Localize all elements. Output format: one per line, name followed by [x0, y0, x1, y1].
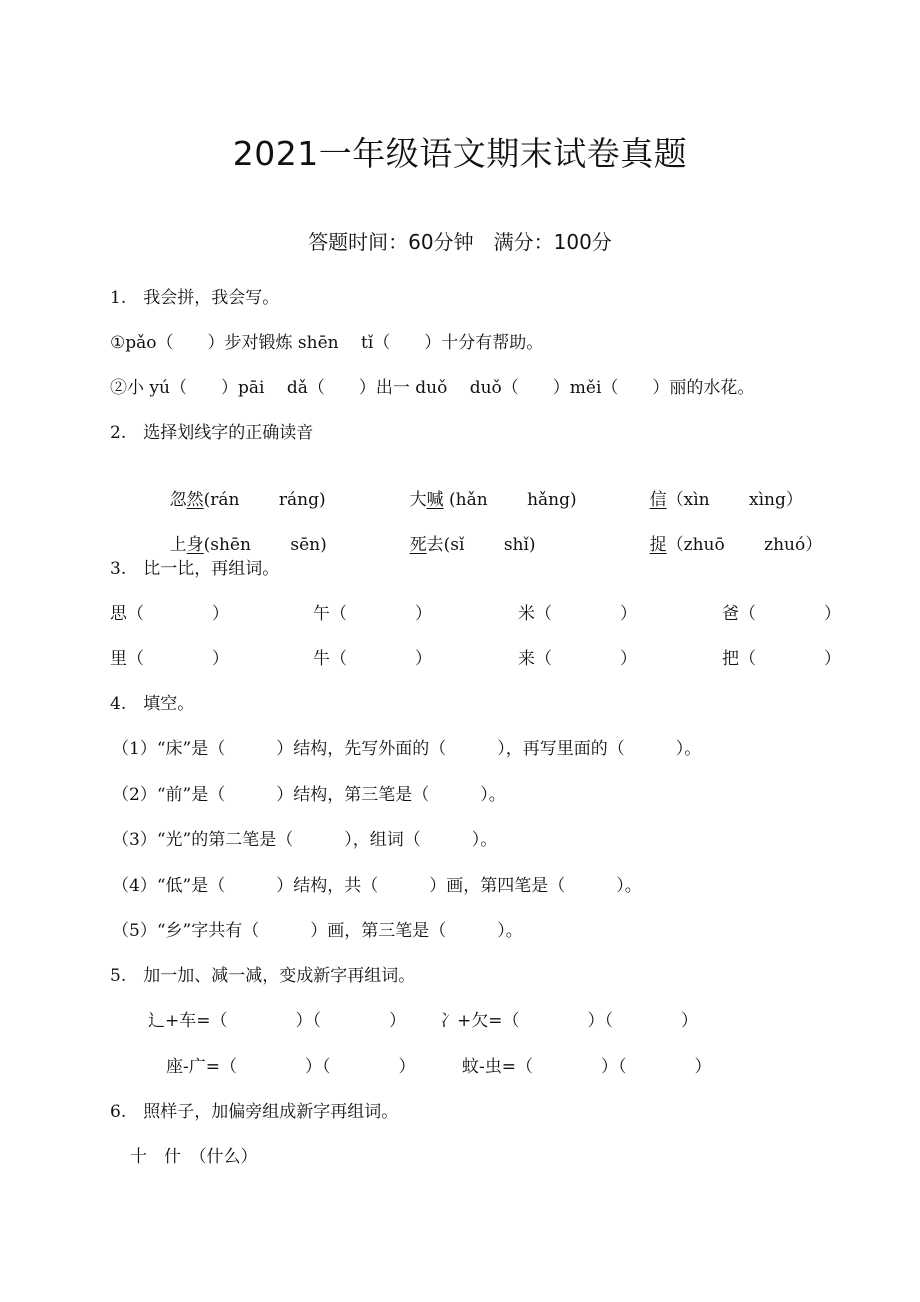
- q2-option: [388, 512, 536, 578]
- q4-item: （4）“低”是（ ）结构，共（ ）画，第四笔是（ ）。: [112, 876, 642, 896]
- q2-option-pinyin: (hǎn hǎng): [443, 490, 577, 510]
- q2-option-prefix: 上: [169, 535, 187, 555]
- q2-option-pinyin: （zhuō zhuó）: [666, 535, 823, 555]
- q5-subtract-item: 座-广=（ ）（ ）: [166, 1057, 416, 1077]
- q3-heading: 3. 比一比，再组词。: [110, 559, 280, 579]
- q6-heading: 6. 照样子，加偏旁组成新字再组词。: [110, 1102, 399, 1122]
- q2-underlined-char: 然: [186, 490, 204, 510]
- q6-example: 十 什 （什么）: [130, 1147, 258, 1167]
- q3-blank: 米（ ）: [518, 604, 637, 624]
- q5-add-item: 冫+欠=（ ）（ ）: [440, 1011, 698, 1031]
- q3-blank: 牛（ ）: [313, 649, 432, 669]
- q2-option-prefix: 忽: [169, 490, 187, 510]
- q2-underlined-char: 喊: [426, 490, 444, 510]
- q5-heading: 5. 加一加、减一减，变成新字再组词。: [110, 966, 416, 986]
- q3-blank: 午（ ）: [313, 604, 432, 624]
- q4-item: （5）“乡”字共有（ ）画，第三笔是（ ）。: [112, 921, 523, 941]
- q2-option: [628, 512, 822, 578]
- q2-option-pinyin: (rán ráng): [203, 490, 326, 510]
- q2-heading: 2. 选择划线字的正确读音: [110, 423, 314, 443]
- q5-subtract-item: 蚊-虫=（ ）（ ）: [462, 1057, 712, 1077]
- q2-underlined-char: 信: [649, 490, 667, 510]
- q2-underlined-char: 死: [409, 535, 427, 555]
- q3-blank: 爸（ ）: [722, 604, 841, 624]
- q2-option-pinyin: 去(sǐ shǐ): [426, 535, 536, 555]
- q3-blank: 把（ ）: [722, 649, 841, 669]
- q4-item: （1）“床”是（ ）结构，先写外面的（ ），再写里面的（ ）。: [112, 739, 702, 759]
- page-title: 2021一年级语文期末试卷真题: [232, 134, 688, 173]
- q5-add-item: 辶+车=（ ）（ ）: [148, 1011, 406, 1031]
- q2-option-pinyin: (shēn sēn): [203, 535, 327, 555]
- q2-option-pinyin: （xìn xìng）: [666, 490, 803, 510]
- q4-item: （2）“前”是（ ）结构，第三笔是（ ）。: [112, 785, 506, 805]
- q4-heading: 4. 填空。: [110, 694, 195, 714]
- q2-underlined-char: 身: [186, 535, 204, 555]
- q4-item: （3）“光”的第二笔是（ ），组词（ ）。: [112, 830, 498, 850]
- q1-line-2: ②小 yú（ ）pāi dǎ（ ）出一 duǒ duǒ（ ）měi（ ）丽的水花。: [110, 378, 755, 398]
- q2-underlined-char: 捉: [649, 535, 667, 555]
- q3-blank: 思（ ）: [110, 604, 229, 624]
- q3-blank: 里（ ）: [110, 649, 229, 669]
- q1-line-1: ①pǎo（ ）步对锻炼 shēn tǐ（ ）十分有帮助。: [110, 333, 544, 353]
- q2-option-prefix: 大: [409, 490, 427, 510]
- exam-subtitle: 答题时间：60分钟 满分：100分: [308, 230, 612, 254]
- q3-blank: 来（ ）: [518, 649, 637, 669]
- q1-heading: 1. 我会拼，我会写。: [110, 288, 280, 308]
